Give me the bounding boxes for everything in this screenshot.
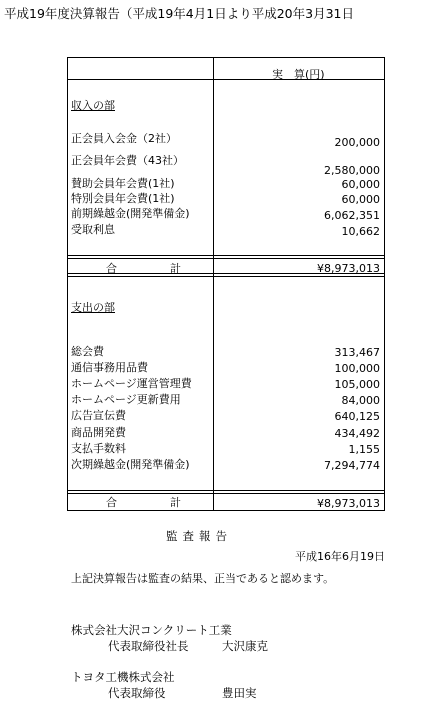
signatory-role: 代表取締役社長 (108, 639, 189, 653)
income-section-label: 収入の部 (71, 99, 115, 112)
table-row-label: 前期繰越金(開発準備金) (71, 207, 190, 220)
document-title: 平成19年度決算報告（平成19年4月1日より平成20年3月31日 (4, 6, 354, 21)
table-row-value: 84,000 (341, 394, 380, 407)
signatory-company: トヨタ工機株式会社 (71, 670, 175, 684)
table-row-label: 賛助会員年会費(1社) (71, 177, 175, 190)
table-row-label: 特別会員年会費(1社) (71, 192, 175, 205)
table-row-value: 60,000 (341, 178, 380, 191)
audit-title: 監査報告 (166, 529, 232, 543)
table-row-value: 7,294,774 (324, 459, 380, 472)
table-row-label: 正会員入会金（2社） (71, 132, 177, 145)
table-row-value: 100,000 (334, 362, 380, 375)
table-row-label: 正会員年会費（43社） (71, 154, 184, 167)
table-row-label: 総会費 (71, 345, 104, 358)
table-row-value: 10,662 (341, 225, 380, 238)
signatory-name: 豊田実 (222, 686, 257, 700)
table-row-label: 広告宣伝費 (71, 409, 126, 422)
amount-column-header: 実 算(円) (272, 68, 325, 81)
audit-statement: 上記決算報告は監査の結果、正当であると認めます。 (71, 572, 335, 585)
audit-date: 平成16年6月19日 (295, 550, 385, 563)
income-total-value: ¥8,973,013 (317, 262, 380, 275)
table-row-value: 313,467 (334, 346, 380, 359)
table-row-label: 通信事務用品費 (71, 361, 148, 374)
table-row-label: 商品開発費 (71, 426, 126, 439)
income-total-label: 合 (106, 262, 117, 275)
table-row-value: 434,492 (334, 427, 380, 440)
table-row-value: 640,125 (334, 410, 380, 423)
table-row-value: 1,155 (348, 443, 380, 456)
signatory-name: 大沢康克 (222, 639, 268, 653)
income-total-top-rule (67, 255, 385, 259)
signatory-company: 株式会社大沢コンクリート工業 (71, 623, 232, 637)
table-row-value: 2,580,000 (324, 164, 380, 177)
expense-total-value: ¥8,973,013 (317, 497, 380, 510)
table-row-label: ホームページ更新費用 (71, 393, 181, 406)
header-divider (67, 79, 385, 80)
expense-total-label: 合 (106, 496, 117, 509)
expense-total-top-rule (67, 490, 385, 494)
expense-total-label-2: 計 (170, 496, 181, 509)
table-row-label: ホームページ運営管理費 (71, 377, 192, 390)
table-row-label: 次期繰越金(開発準備金) (71, 458, 190, 471)
table-row-value: 200,000 (334, 136, 380, 149)
table-row-label: 支払手数料 (71, 442, 126, 455)
signatory-role: 代表取締役 (108, 686, 166, 700)
table-row-label: 受取利息 (71, 223, 115, 236)
income-total-label-2: 計 (170, 262, 181, 275)
table-row-value: 6,062,351 (324, 209, 380, 222)
table-row-value: 105,000 (334, 378, 380, 391)
expense-section-label: 支出の部 (71, 301, 115, 314)
table-row-value: 60,000 (341, 193, 380, 206)
table-column-divider (213, 57, 214, 511)
